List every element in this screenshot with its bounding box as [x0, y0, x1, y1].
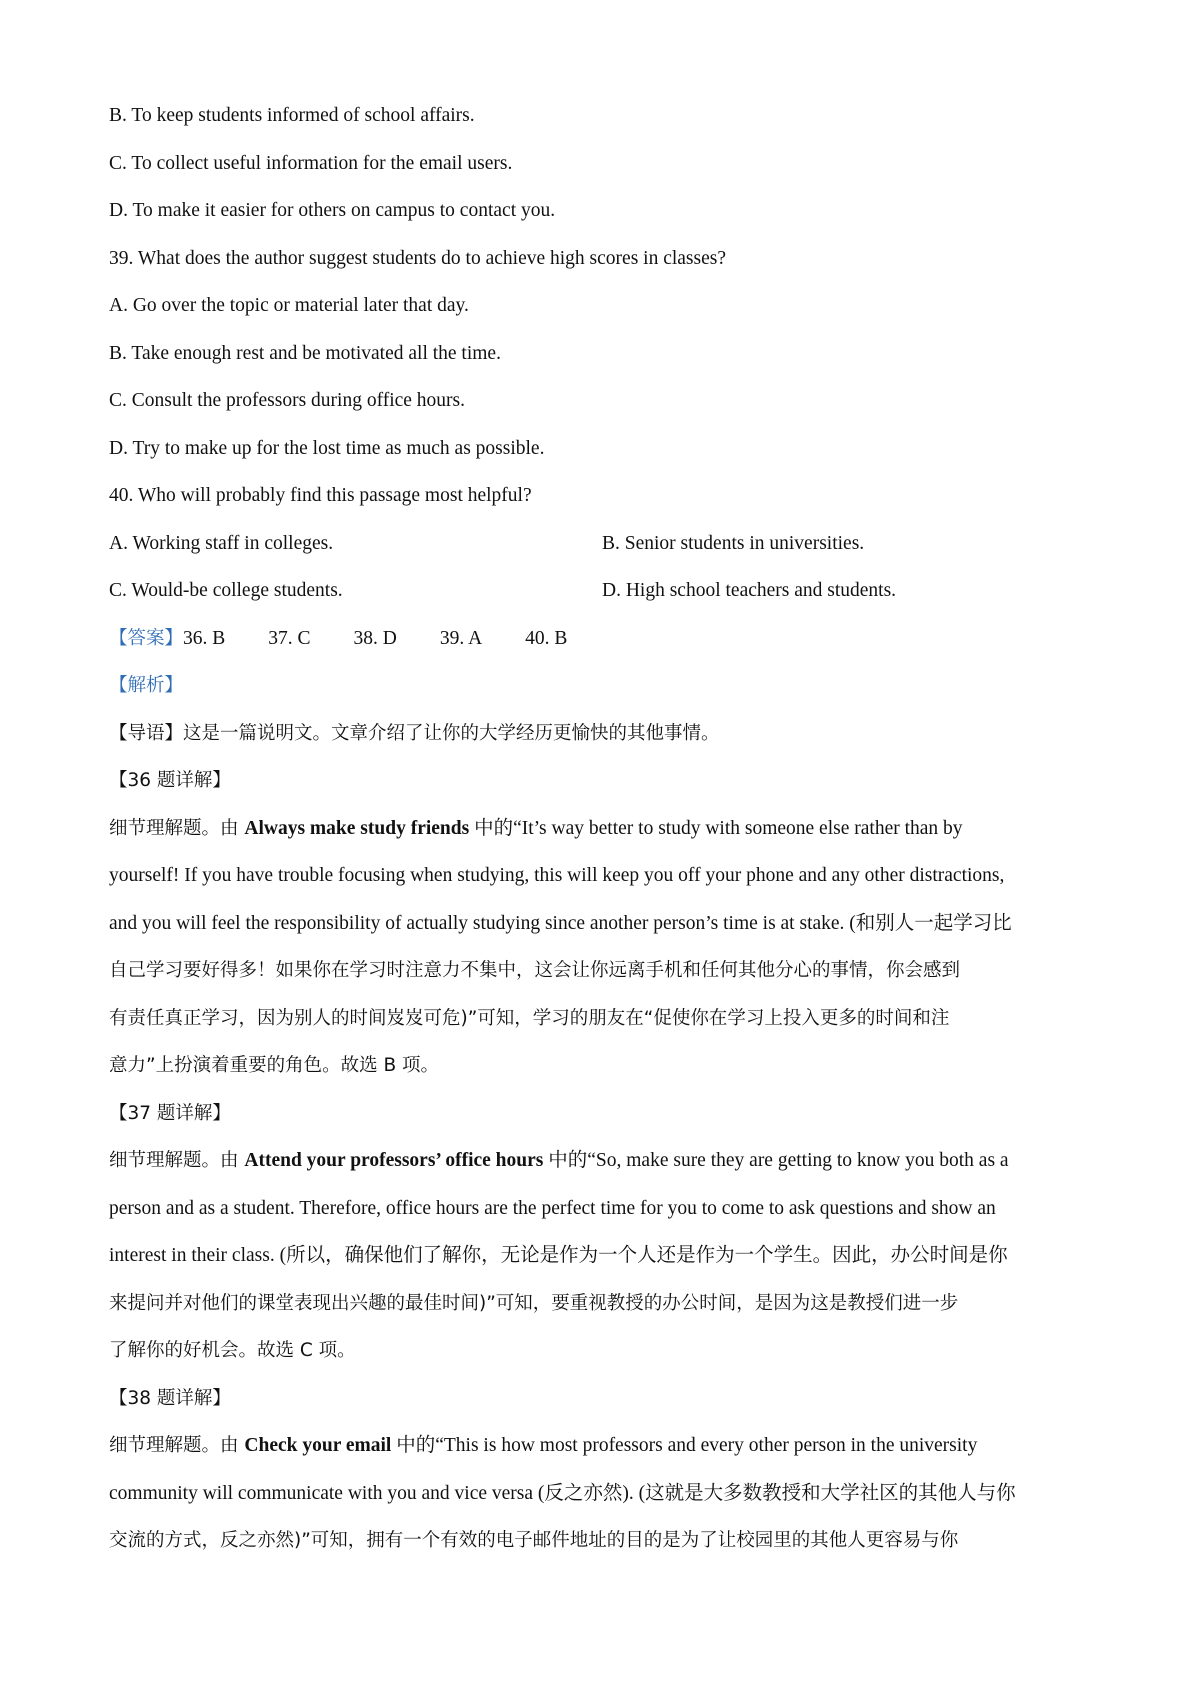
detail-36-line-4: 自己学习要好得多！如果你在学习时注意力不集中，这会让你远离手机和任何其他分心的事情，你会感到 — [109, 960, 961, 981]
answer-37: 37. C — [268, 627, 311, 649]
detail-36-line-2: yourself! If you have trouble focusing when studying, this will keep you off your phone and any other distractions, — [109, 865, 1005, 886]
option-40-d: D. High school teachers and students. — [602, 580, 897, 601]
page-content — [109, 92, 1109, 1565]
analysis-line — [109, 662, 1109, 710]
option-38-c: C. To collect useful information for the email users. — [109, 152, 513, 174]
detail-37-prefix: 细节理解题。由 — [109, 1150, 245, 1171]
option-38-b: B. To keep students informed of school affairs. — [109, 105, 475, 126]
option-39-a: A. Go over the topic or material later that day. — [109, 295, 469, 316]
answer-tag: 【答案】 — [109, 627, 184, 649]
detail-38-line-2: community will communicate with you and vice versa (反之亦然). (这就是大多数教授和大学社区的其他人与你 — [109, 1482, 1016, 1504]
option-39-b: B. Take enough rest and be motivated all the time. — [109, 342, 501, 364]
option-40-a: A. Working staff in colleges. — [109, 532, 334, 554]
detail-36-prefix: 细节理解题。由 — [109, 817, 245, 839]
answer-40: 40. B — [525, 627, 568, 649]
detail-37-line-4: 来提问并对他们的课堂表现出兴趣的最佳时间)”可知，要重视教授的办公时间，是因为这是教授们进一步 — [109, 1292, 959, 1314]
detail-36-keyword: Always make study friends — [244, 817, 470, 839]
detail-36-line-1 — [109, 805, 1109, 853]
detail-36-line-1-rest: 中的“It’s way better to study with someone else rather than by — [469, 817, 963, 839]
answer-36: 36. B — [183, 627, 226, 649]
options-40-row-2 — [109, 567, 1109, 615]
answer-38: 38. D — [353, 627, 397, 649]
option-38-d: D. To make it easier for others on campus to contact you. — [109, 200, 556, 221]
detail-36-line-5: 有责任真正学习，因为别人的时间岌岌可危)”可知，学习的朋友在“促使你在学习上投入更多的时间和注 — [109, 1007, 950, 1029]
detail-38-line-3: 交流的方式，反之亦然)”可知，拥有一个有效的电子邮件地址的目的是为了让校园里的其他人更容易与你 — [109, 1530, 959, 1551]
answer-line — [109, 615, 1109, 663]
detail-37-heading: 【37 题详解】 — [109, 1102, 231, 1124]
detail-36-line-3: and you will feel the responsibility of actually studying since another person’s time is at stake. (和别人一起学习比 — [109, 912, 1012, 934]
detail-37-line-5: 了解你的好机会。故选 C 项。 — [109, 1340, 356, 1361]
detail-38-line-1-rest: 中的“This is how most professors and every other person in the university — [391, 1435, 978, 1456]
detail-37-line-1 — [109, 1137, 1109, 1185]
detail-38-line-1 — [109, 1422, 1109, 1470]
question-39: 39. What does the author suggest students do to achieve high scores in classes? — [109, 247, 727, 269]
detail-37-line-1-rest: 中的“So, make sure they are getting to know you both as a — [543, 1150, 1009, 1171]
detail-36-line-6: 意力”上扮演着重要的角色。故选 B 项。 — [109, 1055, 440, 1076]
answer-39: 39. A — [439, 627, 483, 649]
option-40-c: C. Would-be college students. — [109, 580, 343, 601]
answer-items — [183, 615, 567, 663]
detail-38-heading: 【38 题详解】 — [109, 1387, 231, 1409]
question-40: 40. Who will probably find this passage most helpful? — [109, 485, 532, 506]
detail-38-keyword: Check your email — [244, 1435, 392, 1456]
option-39-c: C. Consult the professors during office hours. — [109, 390, 466, 411]
detail-37-line-2: person and as a student. Therefore, office hours are the perfect time for you to come to ask questions and show an — [109, 1197, 996, 1219]
detail-36-heading: 【36 题详解】 — [109, 770, 231, 791]
option-40-b: B. Senior students in universities. — [602, 532, 865, 554]
detail-38-prefix: 细节理解题。由 — [109, 1435, 245, 1456]
option-39-d: D. Try to make up for the lost time as much as possible. — [109, 437, 545, 459]
detail-37-keyword: Attend your professors’ office hours — [244, 1150, 544, 1171]
analysis-tag: 【解析】 — [109, 675, 184, 696]
options-40-row-1 — [109, 520, 1109, 568]
detail-37-line-3: interest in their class. (所以，确保他们了解你，无论是作为一个人还是作为一个学生。因此，办公时间是你 — [109, 1245, 1008, 1266]
intro-line: 【导语】这是一篇说明文。文章介绍了让你的大学经历更愉快的其他事情。 — [109, 722, 720, 744]
